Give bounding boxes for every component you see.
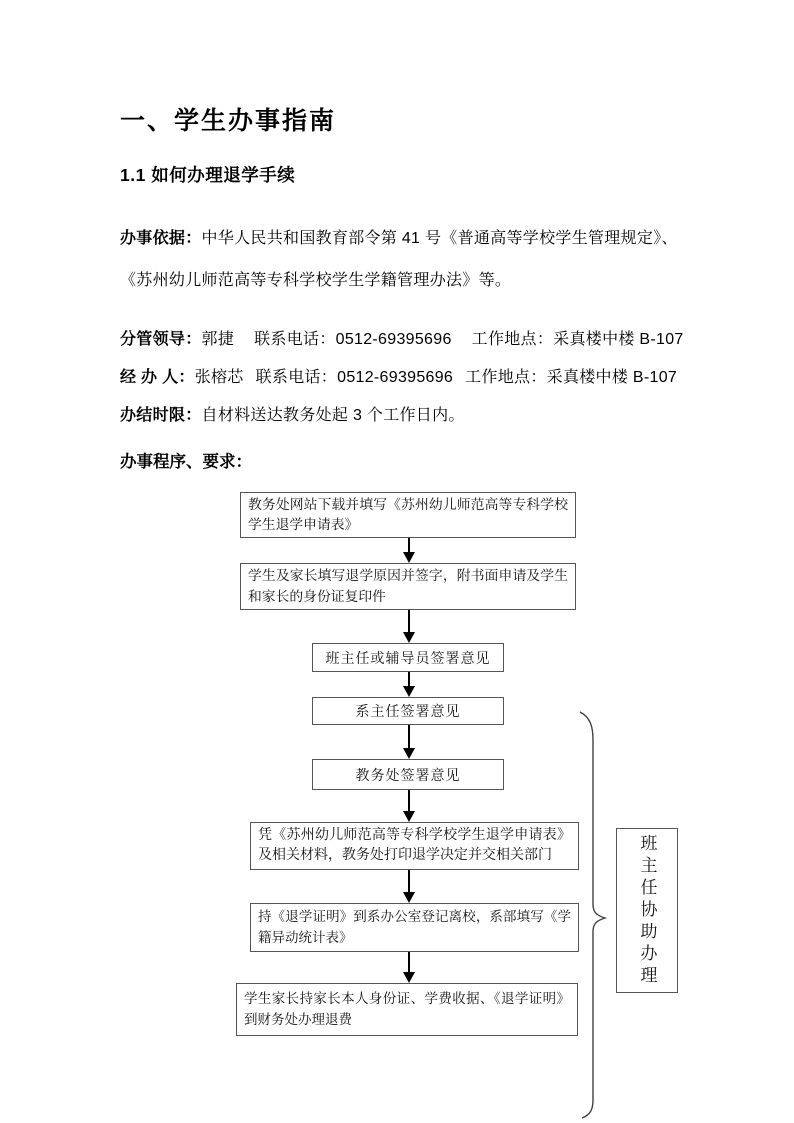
flow-step-text: 学生及家长填写退学原因并签字，附书面申请及学生和家长的身份证复印件 — [248, 568, 568, 604]
flow-step-box-5 — [312, 759, 504, 790]
phone-label: 联系电话： — [254, 331, 336, 348]
location-label: 工作地点： — [471, 331, 554, 348]
flow-step-text: 学生家长持家长本人身份证、学费收据、《退学证明》到财务处办理退费 — [244, 991, 570, 1027]
basis-line-2 — [120, 267, 511, 290]
location-value: 采真楼中楼 B-107 — [546, 369, 678, 386]
contact-name: 郭捷 — [201, 331, 235, 348]
deadline-row — [120, 402, 465, 425]
side-label-box — [616, 828, 678, 993]
flow-step-text: 系主任签署意见 — [355, 705, 461, 720]
contact-row-leader — [120, 326, 684, 349]
flow-step-text: 班主任或辅导员签署意见 — [325, 651, 491, 667]
flow-step-box-8 — [236, 983, 578, 1036]
contact-name: 张榕芯 — [194, 369, 244, 386]
flow-step-text: 凭《苏州幼儿师范高等专科学校学生退学申请表》及相关材料，教务处打印退学决定并交相关部门 — [258, 827, 571, 863]
down-arrow-icon — [401, 725, 416, 759]
down-arrow-icon — [401, 952, 416, 983]
basis-text-1: 中华人民共和国教育部令第 41 号《普通高等学校学生管理规定》、 — [201, 230, 678, 247]
flow-step-box-2 — [240, 563, 576, 610]
contact-row-handler — [120, 364, 677, 387]
down-arrow-icon — [401, 538, 416, 563]
flow-step-text: 教务处签署意见 — [355, 768, 461, 784]
section-heading: 一、学生办事指南 — [120, 107, 337, 135]
side-label-text: 班主任协助办理 — [637, 833, 657, 988]
deadline-text: 自材料送达教务处起 3 个工作日内。 — [201, 407, 465, 424]
down-arrow-icon — [401, 870, 416, 903]
phone-number: 0512-69395696 — [337, 369, 454, 386]
procedure-heading: 办事程序、要求： — [120, 453, 252, 471]
basis-label: 办事依据： — [120, 230, 202, 247]
flow-step-box-3 — [312, 643, 504, 672]
down-arrow-icon — [401, 672, 416, 697]
basis-line-1 — [120, 225, 678, 248]
flow-step-box-7 — [250, 903, 579, 952]
flow-step-text: 持《退学证明》到系办公室登记离校，系部填写《学籍异动统计表》 — [258, 909, 571, 945]
flow-step-box-4 — [312, 697, 504, 725]
sub-heading: 1.1 如何办理退学手续 — [120, 165, 296, 185]
down-arrow-icon — [401, 610, 416, 643]
location-label: 工作地点： — [465, 369, 547, 386]
phone-number: 0512-69395696 — [335, 331, 452, 348]
deadline-label: 办结时限： — [120, 407, 202, 424]
contact-label: 经 办 人： — [120, 369, 195, 386]
flow-step-box-1 — [240, 492, 576, 538]
basis-text-2: 《苏州幼儿师范高等专科学校学生学籍管理办法》等。 — [120, 272, 512, 289]
right-brace-icon — [576, 708, 612, 1122]
location-value: 采真楼中楼 B-107 — [553, 331, 684, 348]
down-arrow-icon — [401, 790, 416, 822]
flow-step-box-6 — [250, 822, 579, 870]
contact-label: 分管领导： — [120, 331, 202, 348]
flow-step-text: 教务处网站下载并填写《苏州幼儿师范高等专科学校学生退学申请表》 — [248, 496, 568, 532]
phone-label: 联系电话： — [255, 369, 338, 386]
